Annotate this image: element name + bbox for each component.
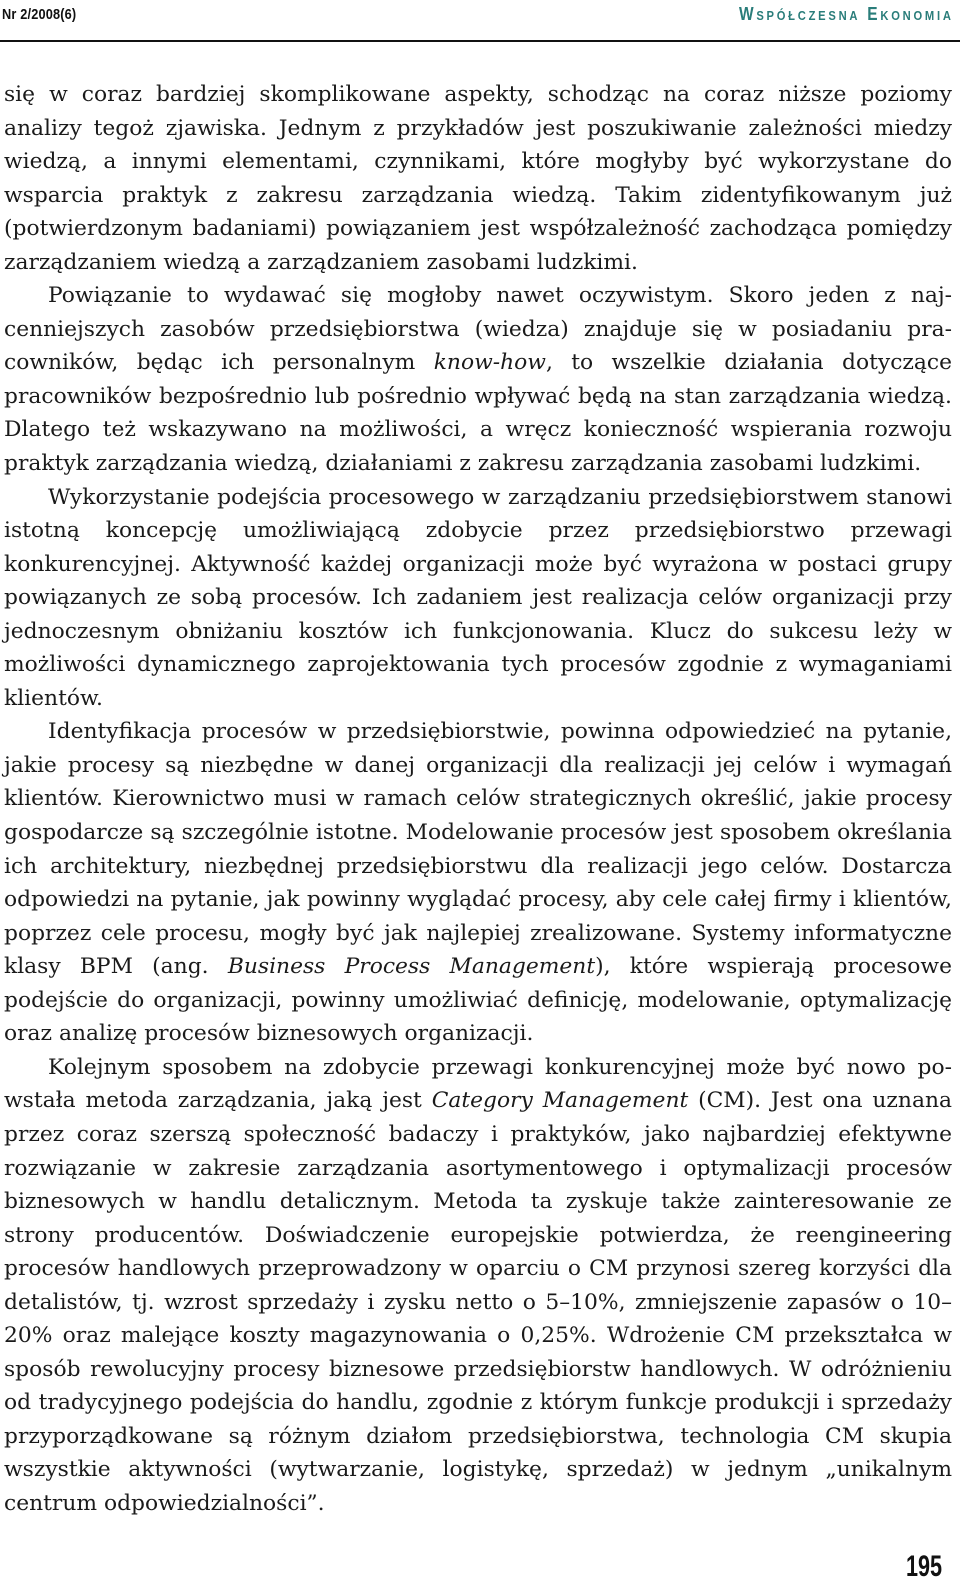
- italic-term: Business Process Management: [227, 954, 596, 980]
- text-run: , to wszelkie działania dotyczące pracowników bezpośrednio lub pośrednio wpływać będą na stan zarządzania wiedzą. Dlatego też wskazywano na możliwości, a wręcz konieczność wspierania rozwoju praktyk zarządzania wiedzą, działaniami z zakresu zarządzania zasobami ludzkimi.: [4, 350, 952, 477]
- text-run: Powiązanie to wydawać się mogłoby nawet oczywistym. Skoro jeden z najcenniejszych zasobów przedsiębiorstwa (wiedza) znajduje się w posiadaniu pracowników, będąc ich personalnym: [4, 283, 952, 376]
- article-body: [4, 78, 952, 1521]
- italic-term: Category Management: [431, 1088, 689, 1114]
- text-run: Identyfikacja procesów w przedsiębiorstwie, powinna odpowiedzieć na pytanie, jakie procesy są niezbędne w danej organizacji dla realizacji jej celów i wymagań klientów. Kierownictwo musi w ramach celów strategicznych określić, jakie procesy gospodarcze są szczególnie istotne. Modelowanie procesów jest sposobem określania ich architektury, niezbędnej przedsiębiorstwu dla realizacji jego celów. Dostarcza odpowiedzi na pytanie, jak powinny wyglądać procesy, aby cele całej firmy i klientów, poprzez cele procesu, mogły być jak najlepiej zrealizowane. Systemy informatyczne klasy BPM (ang.: [4, 719, 952, 980]
- text-run: Wykorzystanie podejścia procesowego w zarządzaniu przedsiębiorstwem stanowi istotną koncepcję umożliwiającą zdobycie przez przedsiębiorstwo przewagi konkurencyjnej. Aktywność każdej organizacji może być wyrażona w postaci grupy powiązanych ze sobą procesów. Ich zadaniem jest realizacja celów organizacji przy jednoczesnym obniżaniu kosztów ich funkcjonowania. Klucz do sukcesu leży w możliwości dynamicznego zaprojektowania tych procesów zgodnie z wymaganiami klientów.: [4, 484, 952, 711]
- text-run: Kolejnym sposobem na zdobycie przewagi konkurencyjnej może być nowo powstała metoda zarządzania, jaką jest: [4, 1054, 952, 1114]
- text-run: ), które wspierają procesowe podejście do organizacji, powinny umożliwiać definicję, modelowanie, optymalizację oraz analizę procesów biznesowych organizacji.: [4, 954, 952, 1047]
- paragraph: [4, 279, 952, 480]
- paragraph: [4, 715, 952, 1050]
- italic-term: know-how: [433, 350, 546, 376]
- text-run: się w coraz bardziej skomplikowane aspekty, schodząc na coraz niższe poziomy analizy tegoż zjawiska. Jednym z przykładów jest poszukiwanie zależności miedzy wiedzą, a innymi elementami, czynnikami, które mogłyby być wykorzystane do wsparcia praktyk z zakresu zarządzania wiedzą. Takim zidentyfikowanym już (potwierdzonym badaniami) powiązaniem jest współzależność zachodząca pomiędzy zarządzaniem wiedzą a zarządzaniem zasobami ludzkimi.: [4, 82, 952, 275]
- issue-number: Nr 2/2008(6): [2, 6, 77, 23]
- header-rule: [0, 40, 960, 42]
- text-run: (CM). Jest ona uznana przez coraz szerszą społeczność badaczy i praktyków, jako najbardziej efektywne rozwiązanie w zakresie zarządzania asortymentowego i optymalizacji procesów biznesowych w handlu detalicznym. Metoda ta zyskuje także zainteresowanie ze strony producentów. Doświadczenie europejskie potwierdza, że reengineering procesów handlowych przeprowadzony w oparciu o CM przynosi szereg korzyści dla detalistów, tj. wzrost sprzedaży i zysku netto o 5–10%, zmniejszenie zapasów o 10–20% oraz malejące koszty magazynowania o 0,25%. Wdrożenie CM przekształca w sposób rewolucyjny procesy biznesowe przedsiębiorstw handlowych. W odróżnieniu od tradycyjnego podejścia do handlu, zgodnie z którym funkcje produkcji i sprzedaży przyporządkowane są różnym działom przedsiębiorstwa, technologia CM skupia wszystkie aktywności (wytwarzanie, logistykę, sprzedaż) w jednym „unikalnym centrum odpowiedzialności”.: [4, 1088, 952, 1516]
- running-header: [0, 0, 960, 42]
- page-number: 195: [905, 1550, 942, 1583]
- paragraph: [4, 481, 952, 716]
- paragraph: [4, 1051, 952, 1521]
- journal-title: Współczesna Ekonomia: [739, 4, 954, 24]
- paragraph: [4, 78, 952, 279]
